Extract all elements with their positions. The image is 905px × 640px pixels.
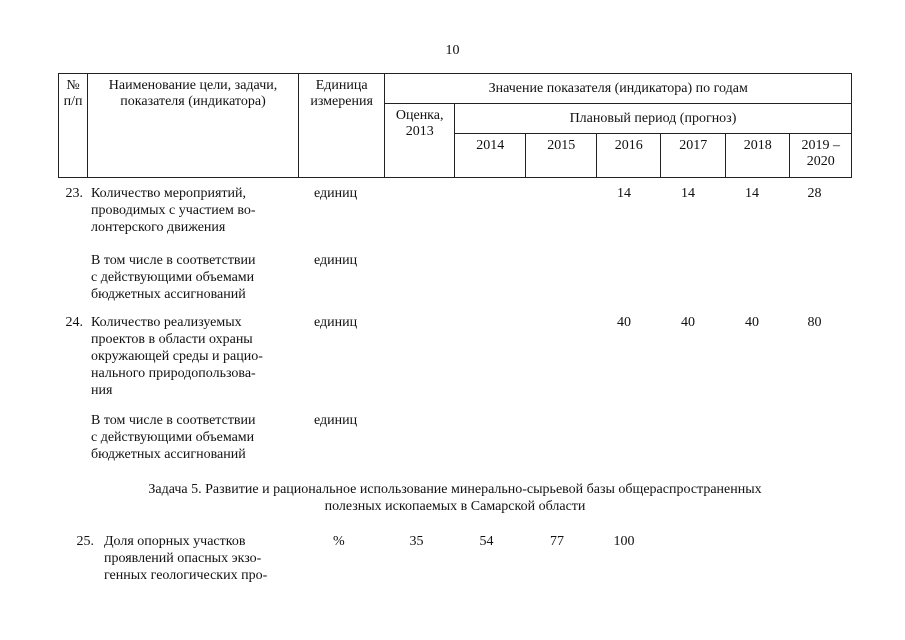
row-name: В том числе в соответствии с действующими объемами бюджетных ассигнований <box>91 253 256 302</box>
table-header <box>58 73 852 178</box>
value-2018: 40 <box>745 315 759 330</box>
table-body <box>58 185 852 472</box>
table-row <box>58 252 852 314</box>
row-unit: единиц <box>314 413 358 428</box>
row-name: Доля опорных участков проявлений опасных экзо- генных геологических про- <box>104 534 268 583</box>
header-plan-title: Плановый период (прогноз) <box>454 104 851 134</box>
header-year-2018: 2018 <box>725 134 789 178</box>
row-number: 23. <box>65 186 83 201</box>
value-2017: 40 <box>681 315 695 330</box>
row-name: Количество реализуемых проектов в области охраны окружающей среды и рацио- нального природопользова- ния <box>91 315 263 398</box>
row-unit: единиц <box>314 186 358 201</box>
table-row <box>58 533 852 584</box>
value-2019-2020: 28 <box>807 186 822 201</box>
row-unit: единиц <box>314 253 358 268</box>
header-year-2014: 2014 <box>454 134 526 178</box>
header-year-2016: 2016 <box>597 134 661 178</box>
value-2017: 14 <box>681 186 695 201</box>
header-estimate: Оценка, 2013 <box>385 104 455 178</box>
task-heading: Задача 5. Развитие и рациональное использование минерально-сырьевой базы общераспространенных полезных ископаемых в Самарской области <box>148 482 762 514</box>
page-number: 10 <box>445 43 460 58</box>
table-body-continued <box>58 533 852 584</box>
table-row <box>58 314 852 412</box>
row-name: Количество мероприятий, проводимых с участием во- лонтерского движения <box>91 186 256 235</box>
header-values-title: Значение показателя (индикатора) по годам <box>385 74 852 104</box>
value-2016: 100 <box>613 534 635 549</box>
header-year-2017: 2017 <box>661 134 725 178</box>
header-unit: Единица измерения <box>298 74 385 178</box>
value-2014: 54 <box>479 534 494 549</box>
header-num: № п/п <box>59 74 88 178</box>
value-2015: 77 <box>550 534 564 549</box>
table-row <box>58 185 852 252</box>
row-unit: % <box>333 534 345 549</box>
row-number: 25. <box>76 534 94 549</box>
row-unit: единиц <box>314 315 358 330</box>
value-2016: 40 <box>617 315 631 330</box>
value-2016: 14 <box>617 186 631 201</box>
header-name: Наименование цели, задачи, показателя (индикатора) <box>88 74 299 178</box>
row-name: В том числе в соответствии с действующими объемами бюджетных ассигнований <box>91 413 256 462</box>
value-2019-2020: 80 <box>807 315 822 330</box>
header-year-2015: 2015 <box>526 134 597 178</box>
table-row <box>58 412 852 472</box>
row-number: 24. <box>65 315 83 330</box>
value-2013: 35 <box>409 534 424 549</box>
value-2018: 14 <box>745 186 759 201</box>
header-year-2019-2020: 2019 – 2020 <box>790 134 852 178</box>
